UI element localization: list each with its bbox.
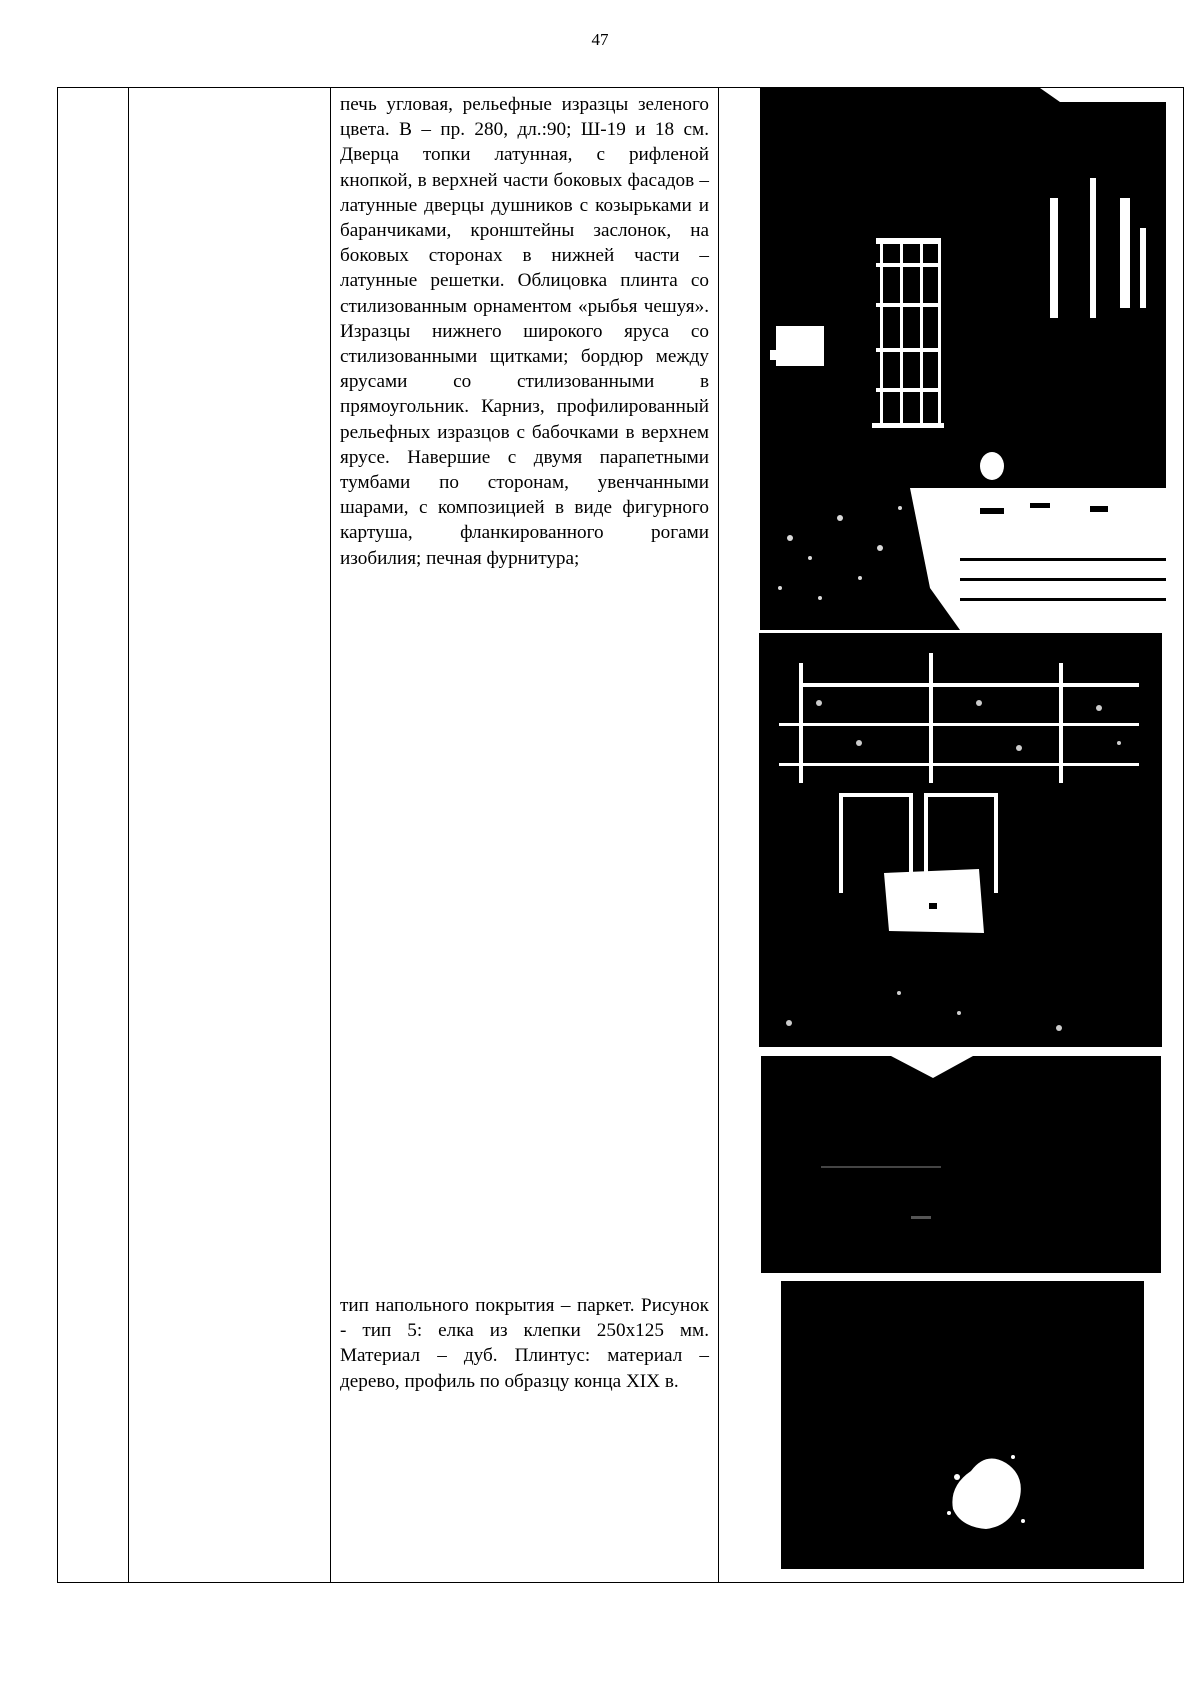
column-divider — [718, 88, 719, 1582]
floor-description: тип напольного покрытия – паркет. Рисунок - тип 5: елка из клепки 250х125 мм. Материал – дуб. Плинтус: материал – дерево, профиль по образцу конца XIX в. — [340, 1295, 709, 1392]
parquet-floor-photo — [781, 1281, 1144, 1569]
stove-tiles-closeup-photo — [759, 633, 1162, 1047]
stove-description: печь угловая, рельефные изразцы зеленого цвета. В – пр. 280, дл.:90; Ш-19 и 18 см. Дверца топки латунная, с рифленой кнопкой, в верхней части боковых фасадов – латунные дверцы душников с козырьками и баранчиками, кронштейны заслонок, на боковых сторонах в нижней части – латунные решетки. Облицовка плинта со стилизованным орнаментом «рыбья чешуя». Изразцы нижнего широкого яруса со стилизованными щитками; бордюр между ярусами со стилизованными в прямоугольник. Карниз, профилированный рельефных изразцов с бабочками в верхнем ярусе. Навершие с двумя парапетными тумбами по сторонам, увенчанными шарами, с композицией в виде фигурного картуша, фланкированного рогами изобилия; печная фурнитура; — [340, 94, 709, 569]
stove-top-detail-photo — [761, 1056, 1161, 1273]
inventory-table — [57, 87, 1184, 1583]
column-divider — [330, 88, 331, 1582]
stove-room-photo — [760, 88, 1166, 630]
column-divider — [128, 88, 129, 1582]
page-number: 47 — [591, 30, 609, 49]
